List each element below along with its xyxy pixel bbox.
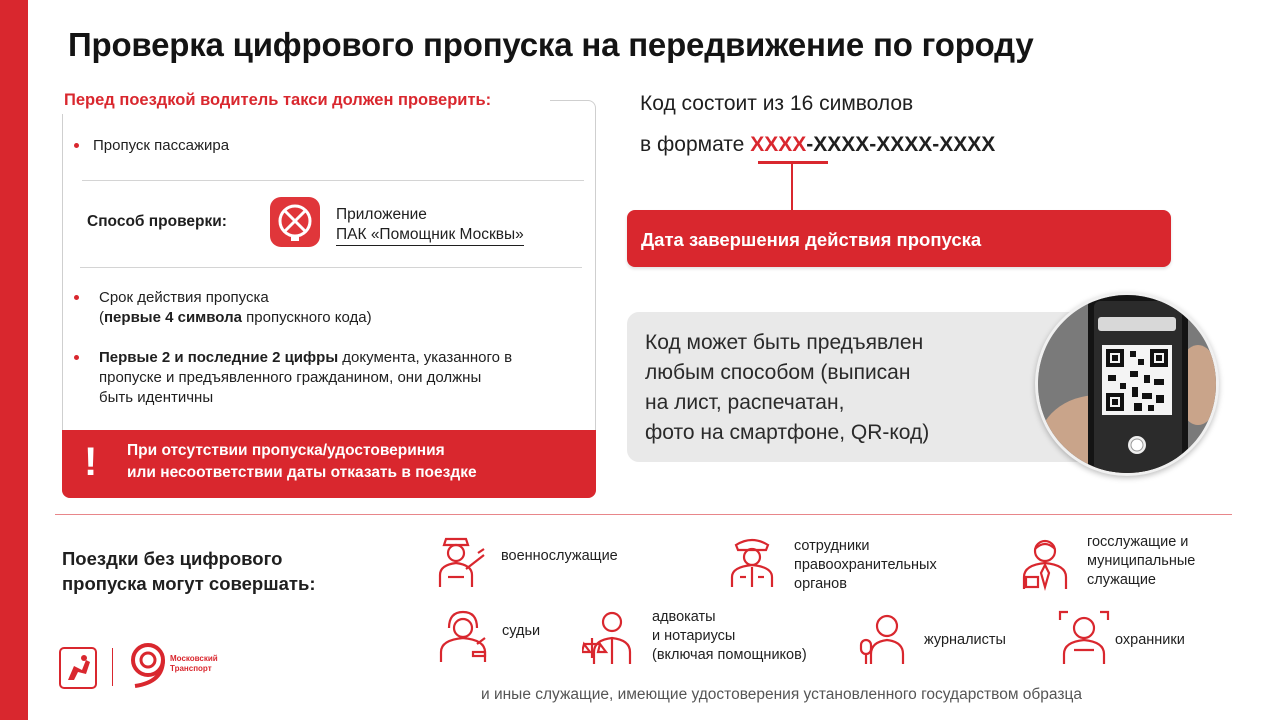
- exempt-heading-line1: Поездки без цифрового: [62, 548, 283, 569]
- code-description: Код состоит из 16 символов: [640, 92, 914, 115]
- code-underline: [758, 161, 828, 164]
- category-police-line1: сотрудники: [794, 538, 870, 554]
- bullet-dot: [74, 295, 79, 300]
- judge-icon: [437, 608, 489, 664]
- presentation-line4: фото на смартфоне, QR-код): [645, 421, 930, 444]
- exempt-heading-line2: пропуска могут совершать:: [62, 573, 316, 594]
- transport-logo-text-line1: Московский: [170, 654, 218, 663]
- moscow-transport-logo: [128, 642, 170, 688]
- digits-line3: быть идентичны: [99, 389, 214, 406]
- digits-line1: Первые 2 и последние 2 цифры документа, указанного в: [99, 349, 513, 366]
- category-guards: охранники: [1115, 632, 1185, 648]
- validity-line2: (первые 4 символа пропускного кода): [99, 309, 372, 326]
- security-guard-icon: [1058, 610, 1110, 666]
- section-divider: [55, 514, 1232, 515]
- warning-line1: При отсутствии пропуска/удостовериния: [127, 442, 445, 459]
- check-heading: Перед поездкой водитель такси должен проверить:: [64, 91, 492, 109]
- method-label: Способ проверки:: [87, 213, 227, 230]
- smartphone-qr-icon: [1038, 295, 1219, 476]
- phone-photo: [1035, 292, 1219, 476]
- no-entry-icon: [270, 197, 320, 247]
- app-name-link[interactable]: ПАК «Помощник Москвы»: [336, 225, 524, 246]
- validity-line1: Срок действия пропуска: [99, 289, 269, 306]
- category-police-line3: органов: [794, 576, 847, 592]
- category-civil-line1: госслужащие и: [1087, 534, 1189, 550]
- military-icon: [432, 533, 490, 589]
- expiry-label: Дата завершения действия пропуска: [641, 229, 982, 250]
- bullet-dot: [74, 355, 79, 360]
- code-connector-line: [791, 164, 793, 210]
- presentation-line2: любым способом (выписан: [645, 361, 911, 384]
- code-format: в формате XXXX-XXXX-XXXX-XXXX: [640, 133, 996, 156]
- category-lawyers-line1: адвокаты: [652, 609, 716, 625]
- lawyer-icon: [582, 608, 638, 666]
- category-lawyers-line2: и нотариусы: [652, 628, 736, 644]
- warning-line2: или несоответствии даты отказать в поездке: [127, 464, 477, 481]
- transport-logo-text-line2: Транспорт: [170, 664, 212, 673]
- panel-divider: [82, 180, 584, 181]
- journalist-icon: [857, 610, 913, 666]
- category-police-line2: правоохранительных: [794, 557, 937, 573]
- item-passenger-pass: Пропуск пассажира: [93, 137, 230, 154]
- category-military: военнослужащие: [501, 548, 618, 564]
- app-icon: [270, 197, 320, 247]
- presentation-line3: на лист, распечатан,: [645, 391, 845, 414]
- page-title: Проверка цифрового пропуска на передвижение по городу: [68, 26, 1034, 63]
- category-civil-line3: служащие: [1087, 572, 1156, 588]
- left-accent-bar: [0, 0, 28, 720]
- footnote: и иные служащие, имеющие удостоверения установленного государством образца: [481, 686, 1082, 703]
- civil-servant-icon: [1020, 535, 1070, 591]
- logo-separator: [112, 648, 113, 686]
- police-officer-icon: [728, 533, 776, 589]
- category-lawyers-line3: (включая помощников): [652, 647, 807, 663]
- category-journalists: журналисты: [924, 632, 1006, 648]
- moscow-crest-logo: [58, 646, 98, 690]
- category-judges: судьи: [502, 623, 541, 639]
- bullet-dot: [74, 143, 79, 148]
- digits-line2: пропуске и предъявленного гражданином, они должны: [99, 369, 482, 386]
- category-civil-line2: муниципальные: [1087, 553, 1196, 569]
- presentation-line1: Код может быть предъявлен: [645, 331, 924, 354]
- exclamation-icon: !: [84, 440, 98, 484]
- app-name-line1: Приложение: [336, 206, 427, 223]
- panel-divider: [80, 267, 582, 268]
